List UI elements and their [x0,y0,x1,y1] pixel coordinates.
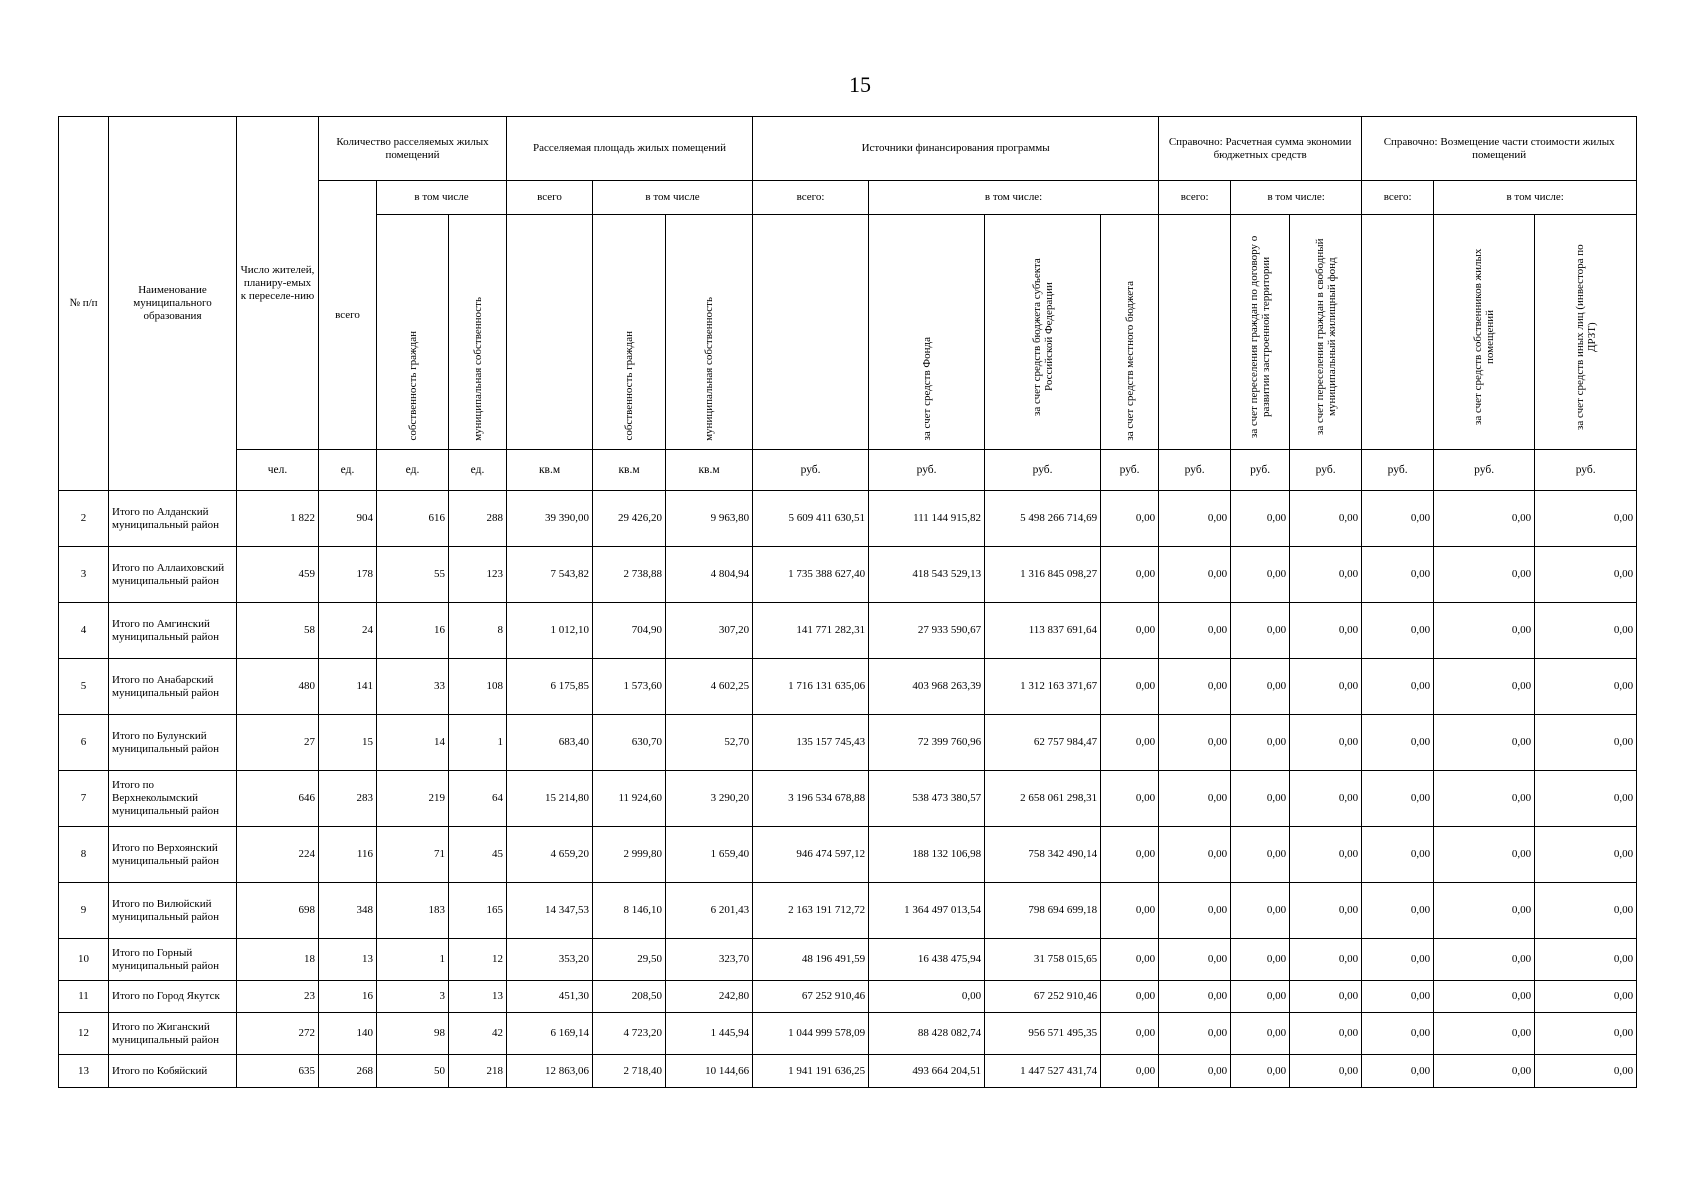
value-cell: 0,00 [1231,827,1290,883]
header-area-citizens: собственность граждан [593,215,666,450]
value-cell: 0,00 [1290,827,1362,883]
value-cell: 1 012,10 [507,603,593,659]
value-cell: 0,00 [1159,659,1231,715]
value-cell: 64 [449,771,507,827]
page-number: 15 [849,72,871,97]
value-cell: 1 716 131 635,06 [753,659,869,715]
value-cell: 0,00 [1362,491,1434,547]
value-cell: 98 [377,1013,449,1055]
header-fin-incl: в том числе: [869,181,1159,215]
municipality-name: Итого по Жиганский муниципальный район [109,1013,237,1055]
row-number: 11 [59,981,109,1013]
value-cell: 1 941 191 636,25 [753,1055,869,1088]
value-cell: 0,00 [1434,659,1535,715]
value-cell: 323,70 [666,939,753,981]
value-cell: 0,00 [1231,1013,1290,1055]
value-cell: 0,00 [1101,883,1159,939]
unit-cell: кв.м [593,450,666,491]
table-row [59,981,1637,1013]
unit-cell: руб. [869,450,985,491]
units-row [59,450,1637,491]
value-cell: 946 474 597,12 [753,827,869,883]
row-number: 8 [59,827,109,883]
value-cell: 16 [319,981,377,1013]
value-cell: 646 [237,771,319,827]
value-cell: 480 [237,659,319,715]
value-cell: 0,00 [1101,659,1159,715]
municipality-name: Итого по Аллаиховский муниципальный район [109,547,237,603]
value-cell: 0,00 [1290,939,1362,981]
value-cell: 0,00 [1231,603,1290,659]
value-cell: 0,00 [1535,715,1637,771]
value-cell: 0,00 [1434,827,1535,883]
value-cell: 0,00 [1434,1055,1535,1088]
value-cell: 1 [449,715,507,771]
value-cell: 758 342 490,14 [985,827,1101,883]
value-cell: 630,70 [593,715,666,771]
value-cell: 71 [377,827,449,883]
table-row [59,491,1637,547]
value-cell: 62 757 984,47 [985,715,1101,771]
value-cell: 3 290,20 [666,771,753,827]
value-cell: 42 [449,1013,507,1055]
value-cell: 493 664 204,51 [869,1055,985,1088]
value-cell: 0,00 [1101,771,1159,827]
value-cell: 0,00 [1101,1013,1159,1055]
value-cell: 27 [237,715,319,771]
value-cell: 1 312 163 371,67 [985,659,1101,715]
value-cell: 798 694 699,18 [985,883,1101,939]
value-cell: 0,00 [1434,883,1535,939]
table-row [59,659,1637,715]
value-cell: 0,00 [1290,771,1362,827]
value-cell: 140 [319,1013,377,1055]
value-cell: 14 347,53 [507,883,593,939]
value-cell: 123 [449,547,507,603]
table-row [59,827,1637,883]
unit-cell: кв.м [507,450,593,491]
value-cell: 52,70 [666,715,753,771]
header-qty-group: Количество расселяемых жилых помещений [319,117,507,181]
value-cell: 283 [319,771,377,827]
header-econ-total: всего: [1159,181,1231,215]
municipality-name: Итого по Амгинский муниципальный район [109,603,237,659]
value-cell: 113 837 691,64 [985,603,1101,659]
value-cell: 188 132 106,98 [869,827,985,883]
value-cell: 8 146,10 [593,883,666,939]
header-area-total-blank [507,215,593,450]
value-cell: 1 [377,939,449,981]
value-cell: 0,00 [1535,827,1637,883]
value-cell: 288 [449,491,507,547]
table-row [59,1055,1637,1088]
row-number: 9 [59,883,109,939]
value-cell: 12 [449,939,507,981]
value-cell: 5 498 266 714,69 [985,491,1101,547]
value-cell: 6 169,14 [507,1013,593,1055]
value-cell: 67 252 910,46 [985,981,1101,1013]
value-cell: 0,00 [1101,981,1159,1013]
value-cell: 0,00 [1290,547,1362,603]
value-cell: 141 771 282,31 [753,603,869,659]
value-cell: 0,00 [1535,491,1637,547]
value-cell: 307,20 [666,603,753,659]
value-cell: 683,40 [507,715,593,771]
value-cell: 0,00 [1231,1055,1290,1088]
municipality-name: Итого по Верхоянский муниципальный район [109,827,237,883]
value-cell: 0,00 [1290,981,1362,1013]
value-cell: 11 924,60 [593,771,666,827]
header-comp-total-blank [1362,215,1434,450]
header-comp-total: всего: [1362,181,1434,215]
value-cell: 6 201,43 [666,883,753,939]
value-cell: 0,00 [1362,771,1434,827]
value-cell: 1 044 999 578,09 [753,1013,869,1055]
header-area-total: всего [507,181,593,215]
value-cell: 0,00 [1159,939,1231,981]
value-cell: 0,00 [1535,883,1637,939]
unit-cell: ед. [449,450,507,491]
header-qty-municipal: муниципальная собственность [449,215,507,450]
header-fin-subject: за счет средств бюджета субъекта Российской Федерации [985,215,1101,450]
value-cell: 6 175,85 [507,659,593,715]
value-cell: 3 [377,981,449,1013]
header-fin-fund: за счет средств Фонда [869,215,985,450]
municipality-name: Итого по Верхнеколымский муниципальный район [109,771,237,827]
value-cell: 1 445,94 [666,1013,753,1055]
value-cell: 0,00 [1231,715,1290,771]
municipality-name: Итого по Анабарский муниципальный район [109,659,237,715]
value-cell: 16 438 475,94 [869,939,985,981]
unit-cell: руб. [1101,450,1159,491]
value-cell: 0,00 [1290,715,1362,771]
value-cell: 0,00 [1101,1055,1159,1088]
value-cell: 5 609 411 630,51 [753,491,869,547]
value-cell: 135 157 745,43 [753,715,869,771]
unit-cell: чел. [237,450,319,491]
value-cell: 451,30 [507,981,593,1013]
value-cell: 0,00 [1159,547,1231,603]
value-cell: 0,00 [1362,827,1434,883]
value-cell: 0,00 [1535,547,1637,603]
value-cell: 108 [449,659,507,715]
value-cell: 178 [319,547,377,603]
value-cell: 2 658 061 298,31 [985,771,1101,827]
value-cell: 0,00 [1159,883,1231,939]
value-cell: 0,00 [1101,939,1159,981]
value-cell: 15 214,80 [507,771,593,827]
unit-cell: ед. [319,450,377,491]
value-cell: 9 963,80 [666,491,753,547]
value-cell: 58 [237,603,319,659]
value-cell: 16 [377,603,449,659]
value-cell: 2 738,88 [593,547,666,603]
value-cell: 23 [237,981,319,1013]
municipality-name: Итого по Кобяйский [109,1055,237,1088]
header-comp-owners: за счет средств собственников жилых помещений [1434,215,1535,450]
header-fin-total: всего: [753,181,869,215]
value-cell: 0,00 [869,981,985,1013]
unit-cell: ед. [377,450,449,491]
row-number: 6 [59,715,109,771]
value-cell: 0,00 [1362,659,1434,715]
row-number: 13 [59,1055,109,1088]
header-qty-citizens: собственность граждан [377,215,449,450]
value-cell: 218 [449,1055,507,1088]
value-cell: 4 659,20 [507,827,593,883]
header-area-group: Расселяемая площадь жилых помещений [507,117,753,181]
value-cell: 224 [237,827,319,883]
value-cell: 0,00 [1159,827,1231,883]
row-number: 2 [59,491,109,547]
header-area-incl: в том числе [593,181,753,215]
municipality-name: Итого по Булунский муниципальный район [109,715,237,771]
value-cell: 0,00 [1231,659,1290,715]
table-row [59,1013,1637,1055]
value-cell: 29,50 [593,939,666,981]
value-cell: 0,00 [1159,715,1231,771]
value-cell: 31 758 015,65 [985,939,1101,981]
value-cell: 0,00 [1362,939,1434,981]
value-cell: 0,00 [1101,827,1159,883]
value-cell: 0,00 [1535,771,1637,827]
unit-cell: руб. [1290,450,1362,491]
value-cell: 0,00 [1101,715,1159,771]
value-cell: 0,00 [1535,1013,1637,1055]
table-row [59,939,1637,981]
value-cell: 13 [449,981,507,1013]
value-cell: 111 144 915,82 [869,491,985,547]
value-cell: 0,00 [1434,771,1535,827]
value-cell: 55 [377,547,449,603]
value-cell: 183 [377,883,449,939]
value-cell: 538 473 380,57 [869,771,985,827]
value-cell: 14 [377,715,449,771]
value-cell: 0,00 [1101,491,1159,547]
value-cell: 0,00 [1434,491,1535,547]
value-cell: 0,00 [1362,981,1434,1013]
value-cell: 116 [319,827,377,883]
value-cell: 27 933 590,67 [869,603,985,659]
value-cell: 904 [319,491,377,547]
header-econ-contract: за счет переселения граждан по договору о развитии застроенной территории [1231,215,1290,450]
row-number: 10 [59,939,109,981]
unit-cell: руб. [753,450,869,491]
value-cell: 0,00 [1231,981,1290,1013]
value-cell: 1 573,60 [593,659,666,715]
header-compensation-group: Справочно: Возмещение части стоимости жилых помещений [1362,117,1637,181]
value-cell: 15 [319,715,377,771]
value-cell: 0,00 [1434,715,1535,771]
value-cell: 165 [449,883,507,939]
header-fin-local: за счет средств местного бюджета [1101,215,1159,450]
header-qty-total: всего [319,181,377,450]
value-cell: 0,00 [1362,1013,1434,1055]
value-cell: 2 718,40 [593,1055,666,1088]
value-cell: 0,00 [1362,715,1434,771]
value-cell: 13 [319,939,377,981]
value-cell: 1 822 [237,491,319,547]
header-area-municipal: муниципальная собственность [666,215,753,450]
value-cell: 0,00 [1159,981,1231,1013]
table-row [59,547,1637,603]
header-econ-incl: в том числе: [1231,181,1362,215]
value-cell: 24 [319,603,377,659]
value-cell: 88 428 082,74 [869,1013,985,1055]
value-cell: 4 723,20 [593,1013,666,1055]
unit-cell: руб. [1231,450,1290,491]
row-number: 7 [59,771,109,827]
table-row [59,883,1637,939]
value-cell: 418 543 529,13 [869,547,985,603]
unit-cell: руб. [1434,450,1535,491]
value-cell: 0,00 [1362,547,1434,603]
value-cell: 208,50 [593,981,666,1013]
value-cell: 0,00 [1434,1013,1535,1055]
value-cell: 0,00 [1159,603,1231,659]
header-fin-total-blank [753,215,869,450]
value-cell: 0,00 [1535,1055,1637,1088]
value-cell: 39 390,00 [507,491,593,547]
value-cell: 1 316 845 098,27 [985,547,1101,603]
value-cell: 0,00 [1231,883,1290,939]
municipality-name: Итого по Горный муниципальный район [109,939,237,981]
value-cell: 0,00 [1159,491,1231,547]
value-cell: 50 [377,1055,449,1088]
header-comp-incl: в том числе: [1434,181,1637,215]
value-cell: 353,20 [507,939,593,981]
value-cell: 219 [377,771,449,827]
value-cell: 459 [237,547,319,603]
value-cell: 1 735 388 627,40 [753,547,869,603]
value-cell: 18 [237,939,319,981]
value-cell: 242,80 [666,981,753,1013]
value-cell: 0,00 [1159,1055,1231,1088]
value-cell: 48 196 491,59 [753,939,869,981]
value-cell: 0,00 [1362,603,1434,659]
municipality-name: Итого по Вилюйский муниципальный район [109,883,237,939]
header-econ-free-fund: за счет переселения граждан в свободный муниципальный жилищный фонд [1290,215,1362,450]
header-econ-total-blank [1159,215,1231,450]
value-cell: 0,00 [1159,1013,1231,1055]
value-cell: 67 252 910,46 [753,981,869,1013]
value-cell: 704,90 [593,603,666,659]
row-number: 4 [59,603,109,659]
value-cell: 0,00 [1434,939,1535,981]
value-cell: 616 [377,491,449,547]
value-cell: 1 447 527 431,74 [985,1055,1101,1088]
row-number: 3 [59,547,109,603]
value-cell: 0,00 [1159,771,1231,827]
row-number: 12 [59,1013,109,1055]
header-name: Наименование муниципального образования [109,117,237,491]
resettlement-table [58,116,1637,1088]
value-cell: 45 [449,827,507,883]
value-cell: 0,00 [1101,603,1159,659]
value-cell: 0,00 [1535,939,1637,981]
municipality-name: Итого по Город Якутск [109,981,237,1013]
value-cell: 0,00 [1290,491,1362,547]
value-cell: 0,00 [1231,547,1290,603]
municipality-name: Итого по Алданский муниципальный район [109,491,237,547]
table-row [59,715,1637,771]
value-cell: 0,00 [1290,659,1362,715]
value-cell: 0,00 [1535,981,1637,1013]
value-cell: 0,00 [1231,491,1290,547]
table-row [59,771,1637,827]
header-comp-others: за счет средств иных лиц (инвестора по ДРЗТ) [1535,215,1637,450]
header-financing-group: Источники финансирования программы [753,117,1159,181]
value-cell: 2 999,80 [593,827,666,883]
value-cell: 0,00 [1231,939,1290,981]
unit-cell: руб. [985,450,1101,491]
unit-cell: кв.м [666,450,753,491]
value-cell: 635 [237,1055,319,1088]
unit-cell: руб. [1362,450,1434,491]
value-cell: 7 543,82 [507,547,593,603]
value-cell: 0,00 [1290,603,1362,659]
value-cell: 0,00 [1434,547,1535,603]
value-cell: 272 [237,1013,319,1055]
value-cell: 29 426,20 [593,491,666,547]
value-cell: 0,00 [1535,659,1637,715]
value-cell: 0,00 [1101,547,1159,603]
value-cell: 0,00 [1434,981,1535,1013]
value-cell: 1 364 497 013,54 [869,883,985,939]
value-cell: 0,00 [1231,771,1290,827]
value-cell: 956 571 495,35 [985,1013,1101,1055]
value-cell: 0,00 [1434,603,1535,659]
value-cell: 3 196 534 678,88 [753,771,869,827]
header-economy-group: Справочно: Расчетная сумма экономии бюджетных средств [1159,117,1362,181]
unit-cell: руб. [1535,450,1637,491]
value-cell: 403 968 263,39 [869,659,985,715]
value-cell: 0,00 [1290,1013,1362,1055]
row-number: 5 [59,659,109,715]
header-num: № п/п [59,117,109,491]
value-cell: 4 602,25 [666,659,753,715]
value-cell: 0,00 [1362,883,1434,939]
table-row [59,603,1637,659]
value-cell: 698 [237,883,319,939]
value-cell: 141 [319,659,377,715]
value-cell: 1 659,40 [666,827,753,883]
value-cell: 0,00 [1290,1055,1362,1088]
value-cell: 8 [449,603,507,659]
header-qty-incl: в том числе [377,181,507,215]
value-cell: 72 399 760,96 [869,715,985,771]
value-cell: 348 [319,883,377,939]
value-cell: 268 [319,1055,377,1088]
value-cell: 0,00 [1362,1055,1434,1088]
value-cell: 12 863,06 [507,1055,593,1088]
value-cell: 33 [377,659,449,715]
header-residents: Число жителей, планиру-емых к переселе-нию [237,117,319,450]
value-cell: 4 804,94 [666,547,753,603]
value-cell: 2 163 191 712,72 [753,883,869,939]
value-cell: 10 144,66 [666,1055,753,1088]
table-body [59,491,1637,1088]
value-cell: 0,00 [1290,883,1362,939]
value-cell: 0,00 [1535,603,1637,659]
unit-cell: руб. [1159,450,1231,491]
